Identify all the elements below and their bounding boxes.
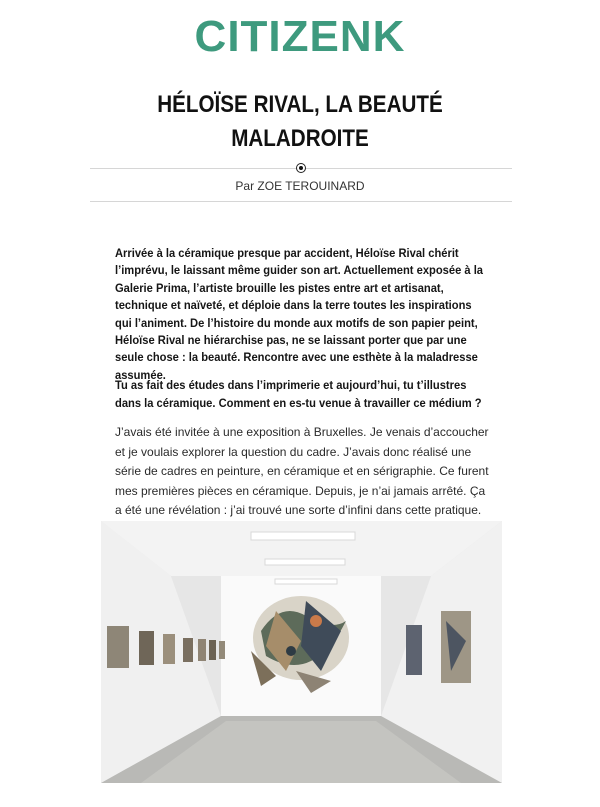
article-lead: Arrivée à la céramique presque par accident, Héloïse Rival chérit l’imprévu, le laissant même guider son art. Actuellement exposée à la Galerie Prima, l’artiste brouille les pistes entre art et artisanat, technique et naïveté, et déploie dans la terre toutes les inspirations qui l’animent. De l’histoire du monde aux motifs de son papier peint, Héloïse Rival ne hiérarchise pas, ne se laissant porter que par une seule chose : la beauté. Rencontre avec une esthète à la maladresse assumée. bbox=[115, 246, 484, 382]
interview-answer: J’avais été invitée à une exposition à Bruxelles. Je venais d’accoucher et je voulais explorer la question du cadre. J’avais donc réalisé une série de cadres en peinture, en céramique et en sérigraphie. Ce furent mes premières pièces en céramique. Depuis, je n’ai jamais arrêté. Ça a été une révélation : j’ai trouvé une sorte d’infini dans cette pratique. bbox=[115, 425, 489, 518]
gallery-photo-illustration bbox=[101, 521, 502, 783]
gallery-photo bbox=[101, 521, 502, 783]
site-logo[interactable]: CITIZENK bbox=[194, 12, 406, 61]
article-title bbox=[94, 88, 507, 156]
article-title-line-1: HÉLOÏSE RIVAL, LA BEAUTÉ bbox=[157, 91, 443, 118]
divider-bullet-icon bbox=[296, 163, 306, 173]
article-title-line-2: MALADROITE bbox=[231, 125, 369, 152]
byline-divider bbox=[90, 201, 512, 202]
article-byline: Par ZOE TEROUINARD bbox=[235, 179, 365, 193]
interview-question: Tu as fait des études dans l’imprimerie et aujourd’hui, tu t’illustres dans la céramique. Comment en es-tu venue à travailler ce médium ? bbox=[115, 378, 482, 410]
